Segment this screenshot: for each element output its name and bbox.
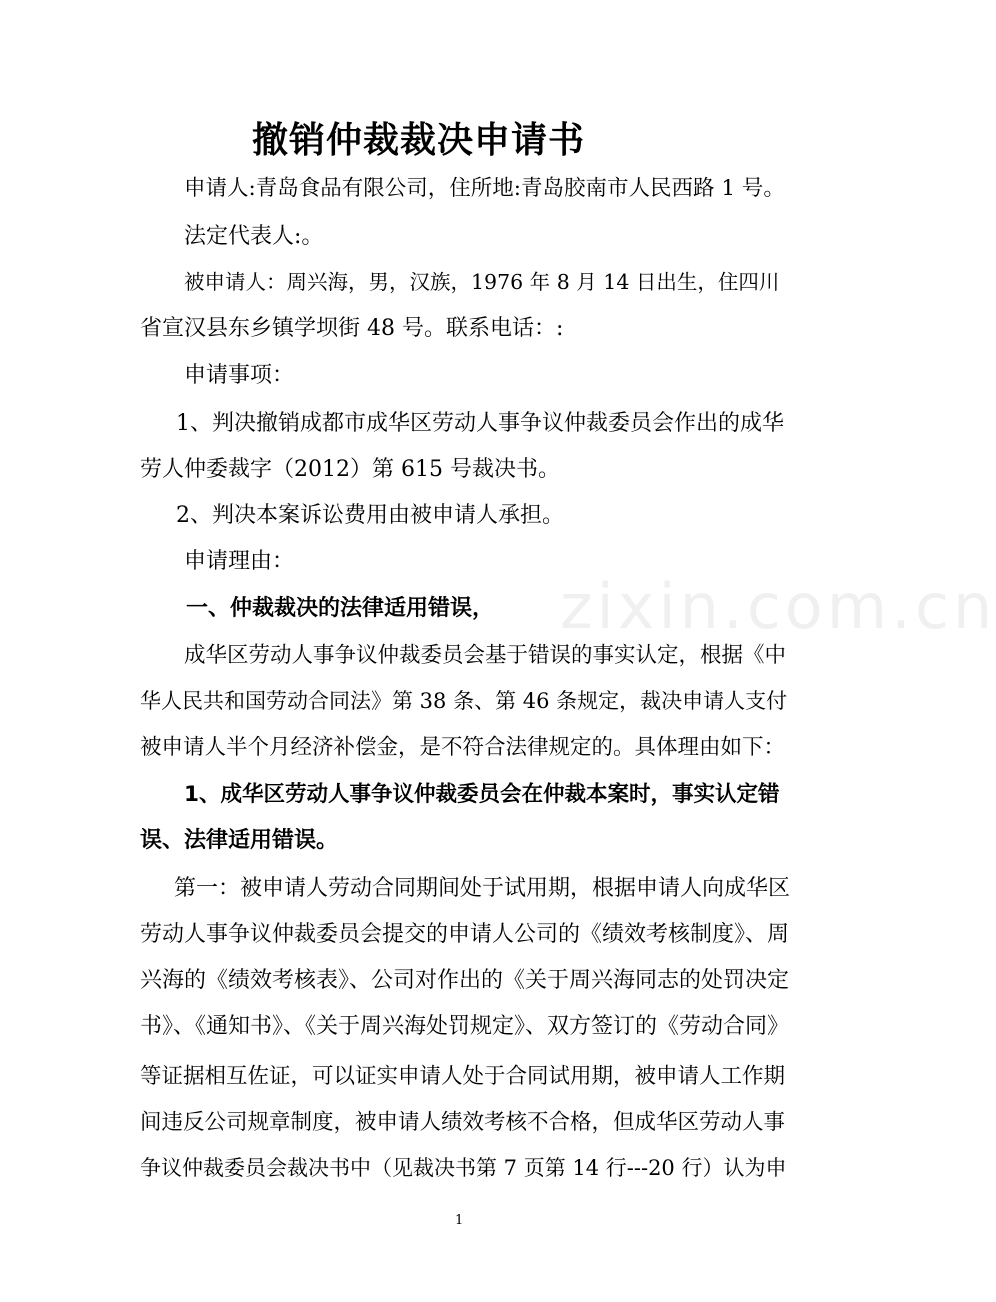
text-line: 申请人:青岛食品有限公司，住所地:青岛胶南市人民西路 1 号。: [184, 176, 785, 201]
text-line: 劳动人事争议仲裁委员会提交的申请人公司的《绩效考核制度》、周: [140, 922, 790, 947]
text-line: 争议仲裁委员会裁决书中（见裁决书第 7 页第 14 行---20 行）认为申: [140, 1156, 787, 1180]
text-line: 第一：被申请人劳动合同期间处于试用期，根据申请人向成华区: [174, 876, 791, 901]
text-line: 劳人仲委裁字（2012）第 615 号裁决书。: [140, 457, 560, 482]
text-line: 书》、《通知书》、《关于周兴海处罚规定》、双方签订的《劳动合同》: [140, 1014, 790, 1039]
text-line: 1、判决撤销成都市成华区劳动人事争议仲裁委员会作出的成华: [176, 411, 784, 436]
section-heading: 一、仲裁裁决的法律适用错误，: [186, 596, 495, 621]
text-line: 2、判决本案诉讼费用由被申请人承担。: [176, 503, 564, 528]
text-line: 申请事项：: [184, 363, 295, 388]
text-line: 被申请人半个月经济补偿金，是不符合法律规定的。具体理由如下：: [140, 735, 786, 760]
subsection-heading: 误、法律适用错误。: [140, 828, 339, 853]
page-number: 1: [455, 1213, 464, 1228]
document-title: 撤销仲裁裁决申请书: [252, 120, 586, 161]
text-line: 被申请人：周兴海，男，汉族，1976 年 8 月 14 日出生，住四川: [184, 270, 780, 294]
text-line: 法定代表人:。: [184, 224, 324, 249]
watermark: zixin.com.cn: [560, 570, 996, 643]
text-line: 申请理由：: [184, 549, 295, 574]
text-line: 间违反公司规章制度，被申请人绩效考核不合格，但成华区劳动人事: [140, 1110, 786, 1135]
text-line: 兴海的《绩效考核表》、公司对作出的《关于周兴海同志的处罚决定: [140, 968, 790, 993]
subsection-heading: 1、成华区劳动人事争议仲裁委员会在仲裁本案时，事实认定错: [184, 782, 780, 807]
text-line: 等证据相互佐证，可以证实申请人处于合同试用期，被申请人工作期: [140, 1064, 786, 1089]
text-line: 省宣汉县东乡镇学坝街 48 号。联系电话：:: [140, 316, 564, 341]
text-line: 成华区劳动人事争议仲裁委员会基于错误的事实认定，根据《中: [184, 643, 787, 668]
text-line: 华人民共和国劳动合同法》第 38 条、第 46 条规定，裁决申请人支付: [140, 689, 788, 713]
